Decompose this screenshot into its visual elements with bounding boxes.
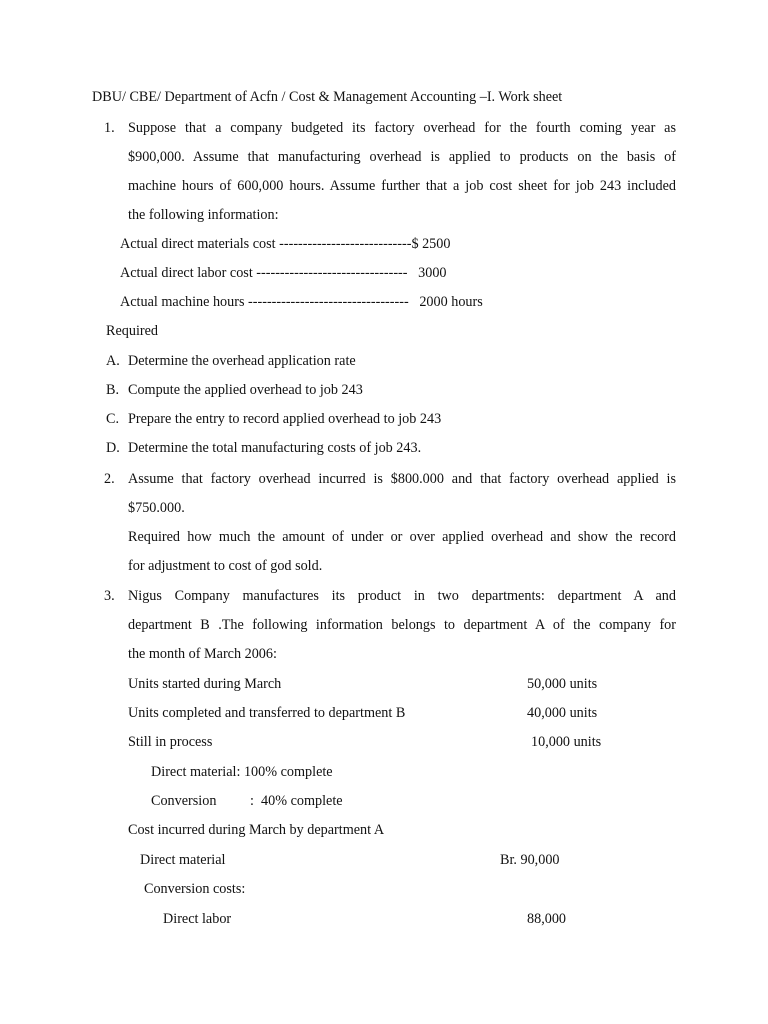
q3-still-in-process-value: 10,000 units [531,734,602,750]
q2-line-1: Assume that factory overhead incurred is $800.000 and that factory overhead applied is [128,471,676,487]
q3-units-started-label: Units started during March [128,676,282,692]
q3-conversion-pct: : 40% complete [250,793,343,809]
q1-part-d-text: Determine the total manufacturing costs of job 243. [128,440,422,456]
q3-direct-material-label: Direct material [140,852,226,868]
q1-part-c-text: Prepare the entry to record applied overhead to job 243 [128,411,442,427]
q1-line-4: the following information: [128,207,279,223]
q1-item-labor: Actual direct labor cost -------------------------------- 3000 [120,265,447,281]
q1-required-label: Required [106,323,159,339]
q3-conversion-costs-label: Conversion costs: [144,881,246,897]
q1-part-c-letter: C. [106,411,120,427]
q3-units-completed-value: 40,000 units [527,705,598,721]
q3-conversion-label: Conversion [151,793,217,809]
q3-line-1: Nigus Company manufactures its product in two departments: department A and [128,588,676,604]
q1-line-1: Suppose that a company budgeted its factory overhead for the fourth coming year as [128,120,676,136]
q1-number: 1. [104,120,115,136]
q3-direct-material-value: Br. 90,000 [500,852,560,868]
q1-part-b-text: Compute the applied overhead to job 243 [128,382,363,398]
page-header: DBU/ CBE/ Department of Acfn / Cost & Management Accounting –I. Work sheet [92,89,563,105]
q3-line-3: the month of March 2006: [128,646,277,662]
q1-part-a-text: Determine the overhead application rate [128,353,356,369]
q3-number: 3. [104,588,115,604]
q1-part-b-letter: B. [106,382,120,398]
q3-line-2: department B .The following information belongs to department A of the company for [128,617,676,633]
q1-item-machine-hours: Actual machine hours ---------------------------------- 2000 hours [120,294,483,310]
q2-line-2: $750.000. [128,500,185,516]
q3-direct-material-pct: Direct material: 100% complete [151,764,333,780]
q2-line-4: for adjustment to cost of god sold. [128,558,323,574]
q1-line-2: $900,000. Assume that manufacturing overhead is applied to products on the basis of [128,149,676,165]
q3-units-completed-label: Units completed and transferred to department B [128,705,406,721]
q3-units-started-value: 50,000 units [527,676,598,692]
q2-line-3: Required how much the amount of under or over applied overhead and show the record [128,529,676,545]
q1-part-a-letter: A. [106,353,120,369]
q3-cost-incurred-label: Cost incurred during March by department A [128,822,385,838]
q2-number: 2. [104,471,115,487]
q1-line-3: machine hours of 600,000 hours. Assume further that a job cost sheet for job 243 included [128,178,676,194]
q1-part-d-letter: D. [106,440,120,456]
q1-item-materials: Actual direct materials cost ----------------------------$ 2500 [120,236,451,252]
q3-direct-labor-value: 88,000 [527,911,567,927]
q3-direct-labor-label: Direct labor [163,911,232,927]
q3-still-in-process-label: Still in process [128,734,213,750]
